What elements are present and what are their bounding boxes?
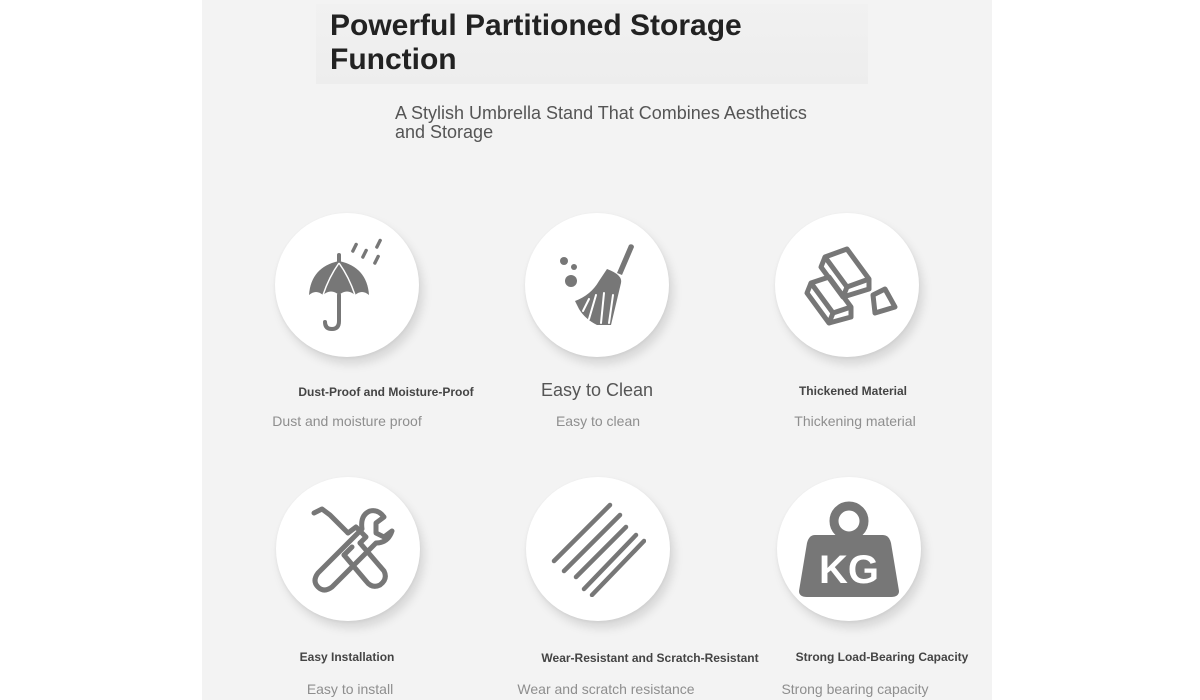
feature-label: Easy Installation bbox=[299, 650, 395, 664]
weight-kg-text: KG bbox=[819, 548, 879, 592]
page-title: Powerful Partitioned Storage Function bbox=[330, 9, 742, 76]
feature-label: Strong Load-Bearing Capacity bbox=[795, 650, 969, 664]
feature-easy-clean bbox=[525, 213, 669, 357]
page-subtitle: A Stylish Umbrella Stand That Combines Aesthetics and Storage bbox=[395, 103, 807, 142]
gold-bars-icon bbox=[795, 237, 899, 333]
feature-dust-proof bbox=[275, 213, 419, 357]
feature-load-bearing bbox=[777, 477, 921, 621]
feature-easy-installation bbox=[276, 477, 420, 621]
weight-kg-icon bbox=[797, 499, 901, 599]
feature-thickened-material bbox=[775, 213, 919, 357]
feature-desc: Thickening material bbox=[794, 413, 916, 429]
feature-label: Wear-Resistant and Scratch-Resistant bbox=[541, 651, 759, 665]
scratch-lines-icon bbox=[550, 501, 646, 597]
feature-wear-resistant bbox=[526, 477, 670, 621]
feature-desc: Strong bearing capacity bbox=[781, 681, 929, 697]
feature-desc: Dust and moisture proof bbox=[272, 413, 422, 429]
feature-desc: Easy to install bbox=[306, 681, 394, 697]
feature-label: Easy to Clean bbox=[540, 380, 654, 400]
feature-desc: Easy to clean bbox=[555, 413, 641, 429]
screwdriver-wrench-icon bbox=[300, 501, 396, 597]
feature-desc: Wear and scratch resistance bbox=[517, 681, 695, 697]
feature-label: Thickened Material bbox=[798, 384, 908, 398]
feature-label: Dust-Proof and Moisture-Proof bbox=[298, 385, 474, 399]
umbrella-rain-icon bbox=[299, 237, 395, 333]
broom-icon bbox=[549, 237, 645, 333]
